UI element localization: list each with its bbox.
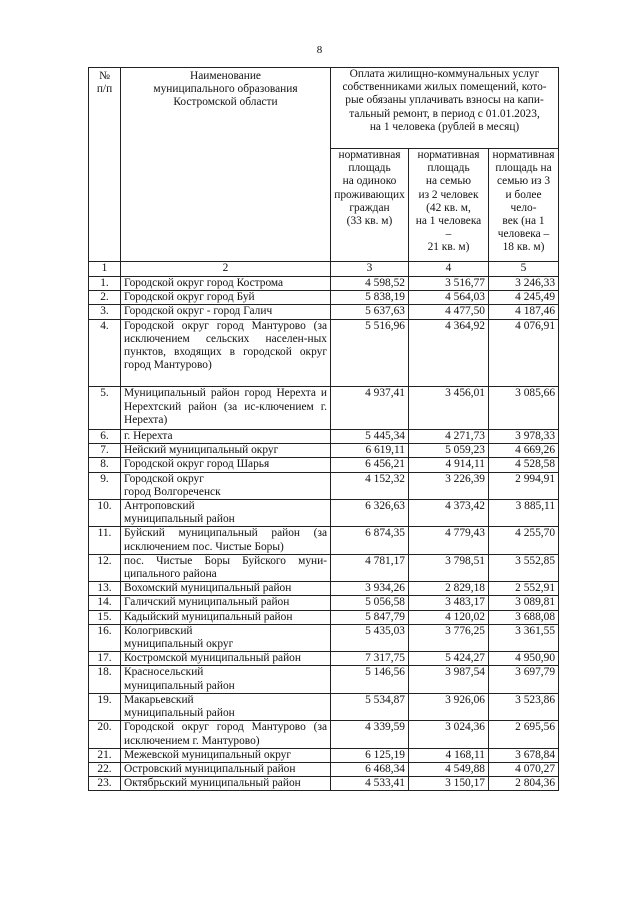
row-number: 19. [89, 693, 121, 720]
row-number: 14. [89, 596, 121, 610]
value-family-2: 4 373,42 [409, 500, 489, 527]
value-family-2: 5 059,23 [409, 444, 489, 458]
value-single: 6 125,19 [331, 748, 409, 762]
value-family-2: 4 477,50 [409, 305, 489, 319]
municipality-name: Городской округ город Буй [121, 291, 331, 305]
row-number: 16. [89, 624, 121, 651]
municipality-name: Антроповский муниципальный район [121, 500, 331, 527]
value-family-2: 3 024,36 [409, 721, 489, 748]
table-row [89, 430, 559, 444]
value-family-2: 3 483,17 [409, 596, 489, 610]
value-family-3: 4 255,70 [489, 527, 559, 554]
value-single: 6 326,63 [331, 500, 409, 527]
value-single: 5 838,19 [331, 291, 409, 305]
row-number: 17. [89, 652, 121, 666]
table-row [89, 721, 559, 748]
value-family-3: 3 552,85 [489, 554, 559, 581]
table-row [89, 305, 559, 319]
value-family-3: 3 978,33 [489, 430, 559, 444]
municipality-name: Красносельский муниципальный район [121, 666, 331, 693]
tariff-table [88, 67, 559, 791]
value-single: 4 152,32 [331, 472, 409, 499]
table-row [89, 472, 559, 499]
municipality-name: Городской округ город Волгореченск [121, 472, 331, 499]
header-col-family-2: нормативная площадь на семью из 2 человек (42 кв. м, на 1 человека – 21 кв. м) [409, 149, 489, 262]
value-family-2: 4 120,02 [409, 610, 489, 624]
value-family-2: 4 364,92 [409, 319, 489, 387]
value-single: 3 934,26 [331, 582, 409, 596]
value-family-2: 4 271,73 [409, 430, 489, 444]
row-number: 5. [89, 387, 121, 430]
municipality-name: пос. Чистые Боры Буйского муни-ципального района [121, 554, 331, 581]
value-family-2: 4 564,03 [409, 291, 489, 305]
row-number: 18. [89, 666, 121, 693]
row-number: 7. [89, 444, 121, 458]
table-row [89, 596, 559, 610]
value-family-2: 3 987,54 [409, 666, 489, 693]
municipality-name: Нейский муниципальный округ [121, 444, 331, 458]
value-family-2: 3 926,06 [409, 693, 489, 720]
table-row [89, 291, 559, 305]
value-single: 6 456,21 [331, 458, 409, 472]
value-single: 5 146,56 [331, 666, 409, 693]
value-family-3: 3 523,86 [489, 693, 559, 720]
table-row [89, 527, 559, 554]
header-col-family-3: нормативная площадь на семью из 3 и более чело- век (на 1 человека – 18 кв. м) [489, 149, 559, 262]
value-family-2: 3 226,39 [409, 472, 489, 499]
table-row [89, 652, 559, 666]
index-cell: 1 [89, 262, 121, 277]
table-row [89, 582, 559, 596]
table-row [89, 277, 559, 291]
table-row [89, 387, 559, 430]
value-family-3: 3 697,79 [489, 666, 559, 693]
value-single: 4 533,41 [331, 777, 409, 791]
value-family-3: 3 361,55 [489, 624, 559, 651]
header-name: Наименование муниципального образования Костромской области [121, 68, 331, 262]
value-family-3: 2 552,91 [489, 582, 559, 596]
value-family-3: 2 695,56 [489, 721, 559, 748]
value-single: 5 435,03 [331, 624, 409, 651]
table-row [89, 444, 559, 458]
municipality-name: Островский муниципальный район [121, 762, 331, 776]
index-cell: 3 [331, 262, 409, 277]
municipality-name: Октябрьский муниципальный район [121, 777, 331, 791]
row-number: 6. [89, 430, 121, 444]
municipality-name: Городской округ город Кострома [121, 277, 331, 291]
municipality-name: Городской округ город Шарья [121, 458, 331, 472]
index-row [89, 262, 559, 277]
row-number: 13. [89, 582, 121, 596]
page-number: 8 [316, 44, 323, 56]
value-single: 5 516,96 [331, 319, 409, 387]
value-single: 5 847,79 [331, 610, 409, 624]
table-row [89, 666, 559, 693]
value-single: 6 468,34 [331, 762, 409, 776]
value-single: 6 874,35 [331, 527, 409, 554]
header-payment-group: Оплата жилищно-коммунальных услуг собственниками жилых помещений, кото-рые обязаны уплачивать взносы на капи-тальный ремонт, в период с 01.01.2023, на 1 человека (рублей в месяц) [331, 68, 559, 149]
table-row [89, 319, 559, 387]
row-number: 11. [89, 527, 121, 554]
municipality-name: Городской округ - город Галич [121, 305, 331, 319]
table-row [89, 693, 559, 720]
row-number: 8. [89, 458, 121, 472]
value-family-3: 4 070,27 [489, 762, 559, 776]
table-row [89, 624, 559, 651]
row-number: 1. [89, 277, 121, 291]
table-row [89, 610, 559, 624]
value-family-2: 5 424,27 [409, 652, 489, 666]
value-family-3: 3 885,11 [489, 500, 559, 527]
value-single: 5 637,63 [331, 305, 409, 319]
value-family-2: 4 168,11 [409, 748, 489, 762]
row-number: 12. [89, 554, 121, 581]
municipality-name: Кадыйский муниципальный район [121, 610, 331, 624]
value-family-2: 3 798,51 [409, 554, 489, 581]
value-family-3: 3 085,66 [489, 387, 559, 430]
value-family-3: 4 669,26 [489, 444, 559, 458]
municipality-name: Макарьевский муниципальный район [121, 693, 331, 720]
municipality-name: Буйский муниципальный район (за исключением пос. Чистые Боры) [121, 527, 331, 554]
municipality-name: Галичский муниципальный район [121, 596, 331, 610]
value-single: 6 619,11 [331, 444, 409, 458]
row-number: 23. [89, 777, 121, 791]
municipality-name: Кологривский муниципальный округ [121, 624, 331, 651]
index-cell: 5 [489, 262, 559, 277]
value-family-3: 2 804,36 [489, 777, 559, 791]
row-number: 3. [89, 305, 121, 319]
value-single: 4 937,41 [331, 387, 409, 430]
value-family-3: 4 245,49 [489, 291, 559, 305]
value-family-3: 2 994,91 [489, 472, 559, 499]
municipality-name: Городской округ город Мантурово (за исключением сельских населен-ных пунктов, входящих в городской округ город Мантурово) [121, 319, 331, 387]
value-family-3: 3 678,84 [489, 748, 559, 762]
value-single: 5 056,58 [331, 596, 409, 610]
index-cell: 2 [121, 262, 331, 277]
row-number: 15. [89, 610, 121, 624]
value-family-3: 3 246,33 [489, 277, 559, 291]
row-number: 21. [89, 748, 121, 762]
row-number: 2. [89, 291, 121, 305]
value-family-2: 4 914,11 [409, 458, 489, 472]
row-number: 9. [89, 472, 121, 499]
value-family-3: 4 528,58 [489, 458, 559, 472]
municipality-name: Городской округ город Мантурово (за исключением г. Мантурово) [121, 721, 331, 748]
municipality-name: Межевской муниципальный округ [121, 748, 331, 762]
value-single: 4 598,52 [331, 277, 409, 291]
table-row [89, 748, 559, 762]
value-family-3: 3 089,81 [489, 596, 559, 610]
value-family-2: 3 456,01 [409, 387, 489, 430]
value-family-2: 3 150,17 [409, 777, 489, 791]
table-row [89, 458, 559, 472]
municipality-name: Муниципальный район город Нерехта и Нерехтский район (за ис-ключением г. Нерехта) [121, 387, 331, 430]
value-single: 7 317,75 [331, 652, 409, 666]
value-family-2: 3 776,25 [409, 624, 489, 651]
municipality-name: г. Нерехта [121, 430, 331, 444]
value-family-3: 3 688,08 [489, 610, 559, 624]
row-number: 10. [89, 500, 121, 527]
value-family-2: 2 829,18 [409, 582, 489, 596]
index-cell: 4 [409, 262, 489, 277]
value-single: 5 534,87 [331, 693, 409, 720]
value-family-2: 3 516,77 [409, 277, 489, 291]
header-col-single: нормативная площадь на одиноко проживающих граждан (33 кв. м) [331, 149, 409, 262]
row-number: 22. [89, 762, 121, 776]
value-family-3: 4 187,46 [489, 305, 559, 319]
table-row [89, 500, 559, 527]
municipality-name: Костромской муниципальный район [121, 652, 331, 666]
row-number: 20. [89, 721, 121, 748]
value-family-2: 4 549,88 [409, 762, 489, 776]
value-single: 4 781,17 [331, 554, 409, 581]
value-family-3: 4 950,90 [489, 652, 559, 666]
table-row [89, 762, 559, 776]
value-single: 5 445,34 [331, 430, 409, 444]
header-number: № п/п [89, 68, 121, 262]
value-single: 4 339,59 [331, 721, 409, 748]
table-row [89, 554, 559, 581]
value-family-3: 4 076,91 [489, 319, 559, 387]
row-number: 4. [89, 319, 121, 387]
value-family-2: 4 779,43 [409, 527, 489, 554]
table-row [89, 777, 559, 791]
municipality-name: Вохомский муниципальный район [121, 582, 331, 596]
